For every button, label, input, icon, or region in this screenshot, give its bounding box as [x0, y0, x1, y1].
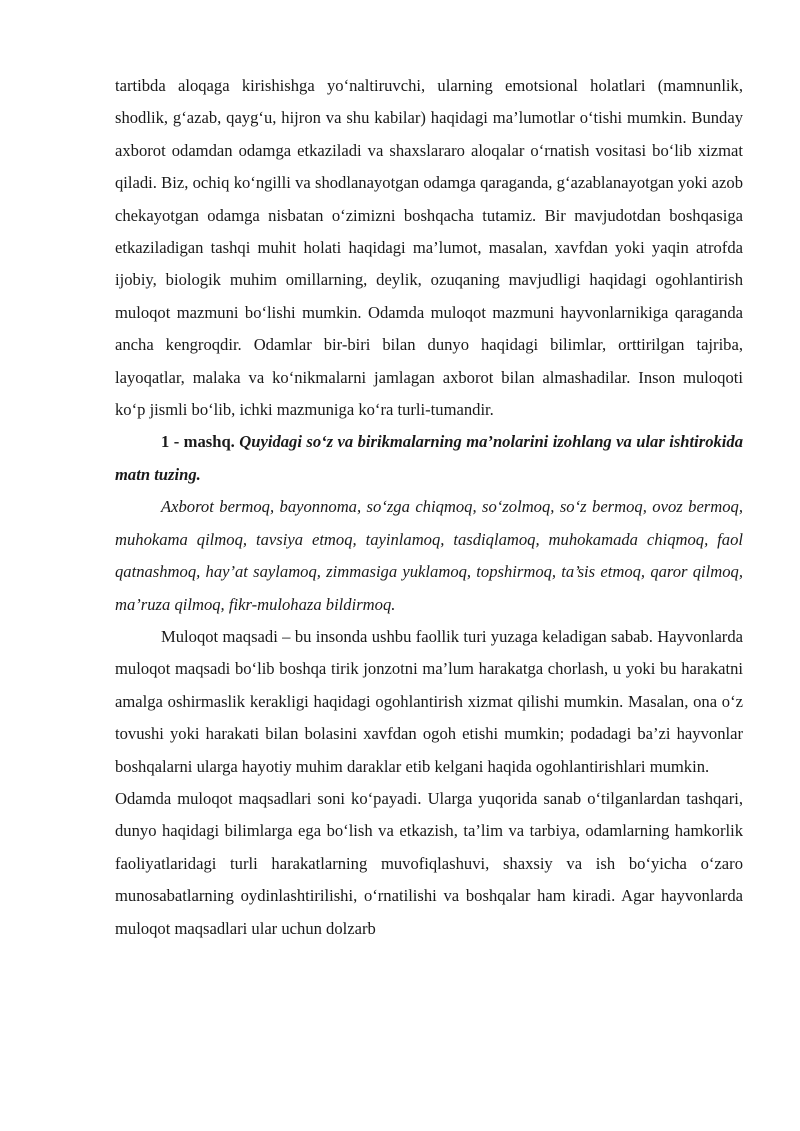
paragraph-communication-content: tartibda aloqaga kirishishga yo‘naltiruvchi, ularning emotsional holatlari (mamnunlik, shodlik, g‘azab, qayg‘u, hijron va shu kabilar) haqidagi ma’lumotlar o‘tishi mumkin. Bunday axborot odamdan odamga etkaziladi va shaxslararo aloqalar o‘rnatish vositasi bo‘lib xizmat qiladi. Biz, ochiq ko‘ngilli va shodlanayotgan odamga qaraganda, g‘azablanayotgan yoki azob chekayotgan odamga nisbatan o‘zimizni boshqacha tutamiz. Bir mavjudotdan boshqasiga etkaziladigan tashqi muhit holati haqidagi ma’lumot, masalan, xavfdan yoki yaqin atrofda ijobiy, biologik muhim omillarning, deylik, ozuqaning mavjudligi haqidagi ogohlantirish muloqot mazmuni bo‘lishi mumkin. Odamda muloqot mazmuni hayvonlarnikiga qaraganda ancha kengroqdir. Odamlar bir-biri bilan dunyo haqidagi bilimlar, orttirilgan tajriba, layoqatlar, malaka va ko‘nikmalarni jamlagan axborot bilan almashadilar. Inson muloqoti ko‘p jismli bo‘lib, ichki mazmuniga ko‘ra turli-tumandir.	[115, 76, 743, 420]
document-page	[115, 70, 743, 945]
paragraph-communication-goal: Muloqot maqsadi – bu insonda ushbu faollik turi yuzaga keladigan sabab. Hayvonlarda muloqot maqsadi bo‘lib boshqa tirik jonzotni ma’lum harakatga chorlash, u yoki bu harakatni amalga oshirmaslik kerakligi haqidagi ogohlantirish xizmat qilishi mumkin. Masalan, ona o‘z tovushi yoki harakati bilan bolasini xavfdan ogoh etishi mumkin; podadagi ba’zi hayvonlar boshqalarni ularga hayotiy muhim daraklar etib kelgani haqida ogohlantirishlari mumkin.	[115, 626, 743, 776]
exercise-label: 1 - mashq.	[161, 432, 235, 452]
exercise-word-list: Axborot bermoq, bayonnoma, so‘zga chiqmoq, so‘zolmoq, so‘z bermoq, ovoz bermoq, muhokama qilmoq, tavsiya etmoq, tayinlamoq, tasdiqlamoq, muhokamada chiqmoq, faol qatnashmoq, hay’at saylamoq, zimmasiga yuklamoq, topshirmoq, ta’sis etmoq, qaror qilmoq, ma’ruza qilmoq, fikr-mulohaza bildirmoq.	[115, 497, 743, 614]
paragraph-human-goals: Odamda muloqot maqsadlari soni ko‘payadi. Ularga yuqorida sanab o‘tilganlardan tashqari, dunyo haqidagi bilimlarga ega bo‘lish va etkazish, ta’lim va tarbiya, odamlarning hamkorlik faoliyatlaridagi turli harakatlarning muvofiqlashuvi, shaxsiy va ish bo‘yicha o‘zaro munosabatlarning oydinlashtirilishi, o‘rnatilishi va boshqalar ham kiradi. Agar hayvonlarda muloqot maqsadlari ular uchun dolzarb	[115, 788, 743, 938]
exercise-1	[115, 426, 743, 491]
exercise-task: Quyidagi so‘z va birikmalarning ma’nolarini izohlang va ular ishtirokida matn tuzing.	[115, 432, 743, 484]
